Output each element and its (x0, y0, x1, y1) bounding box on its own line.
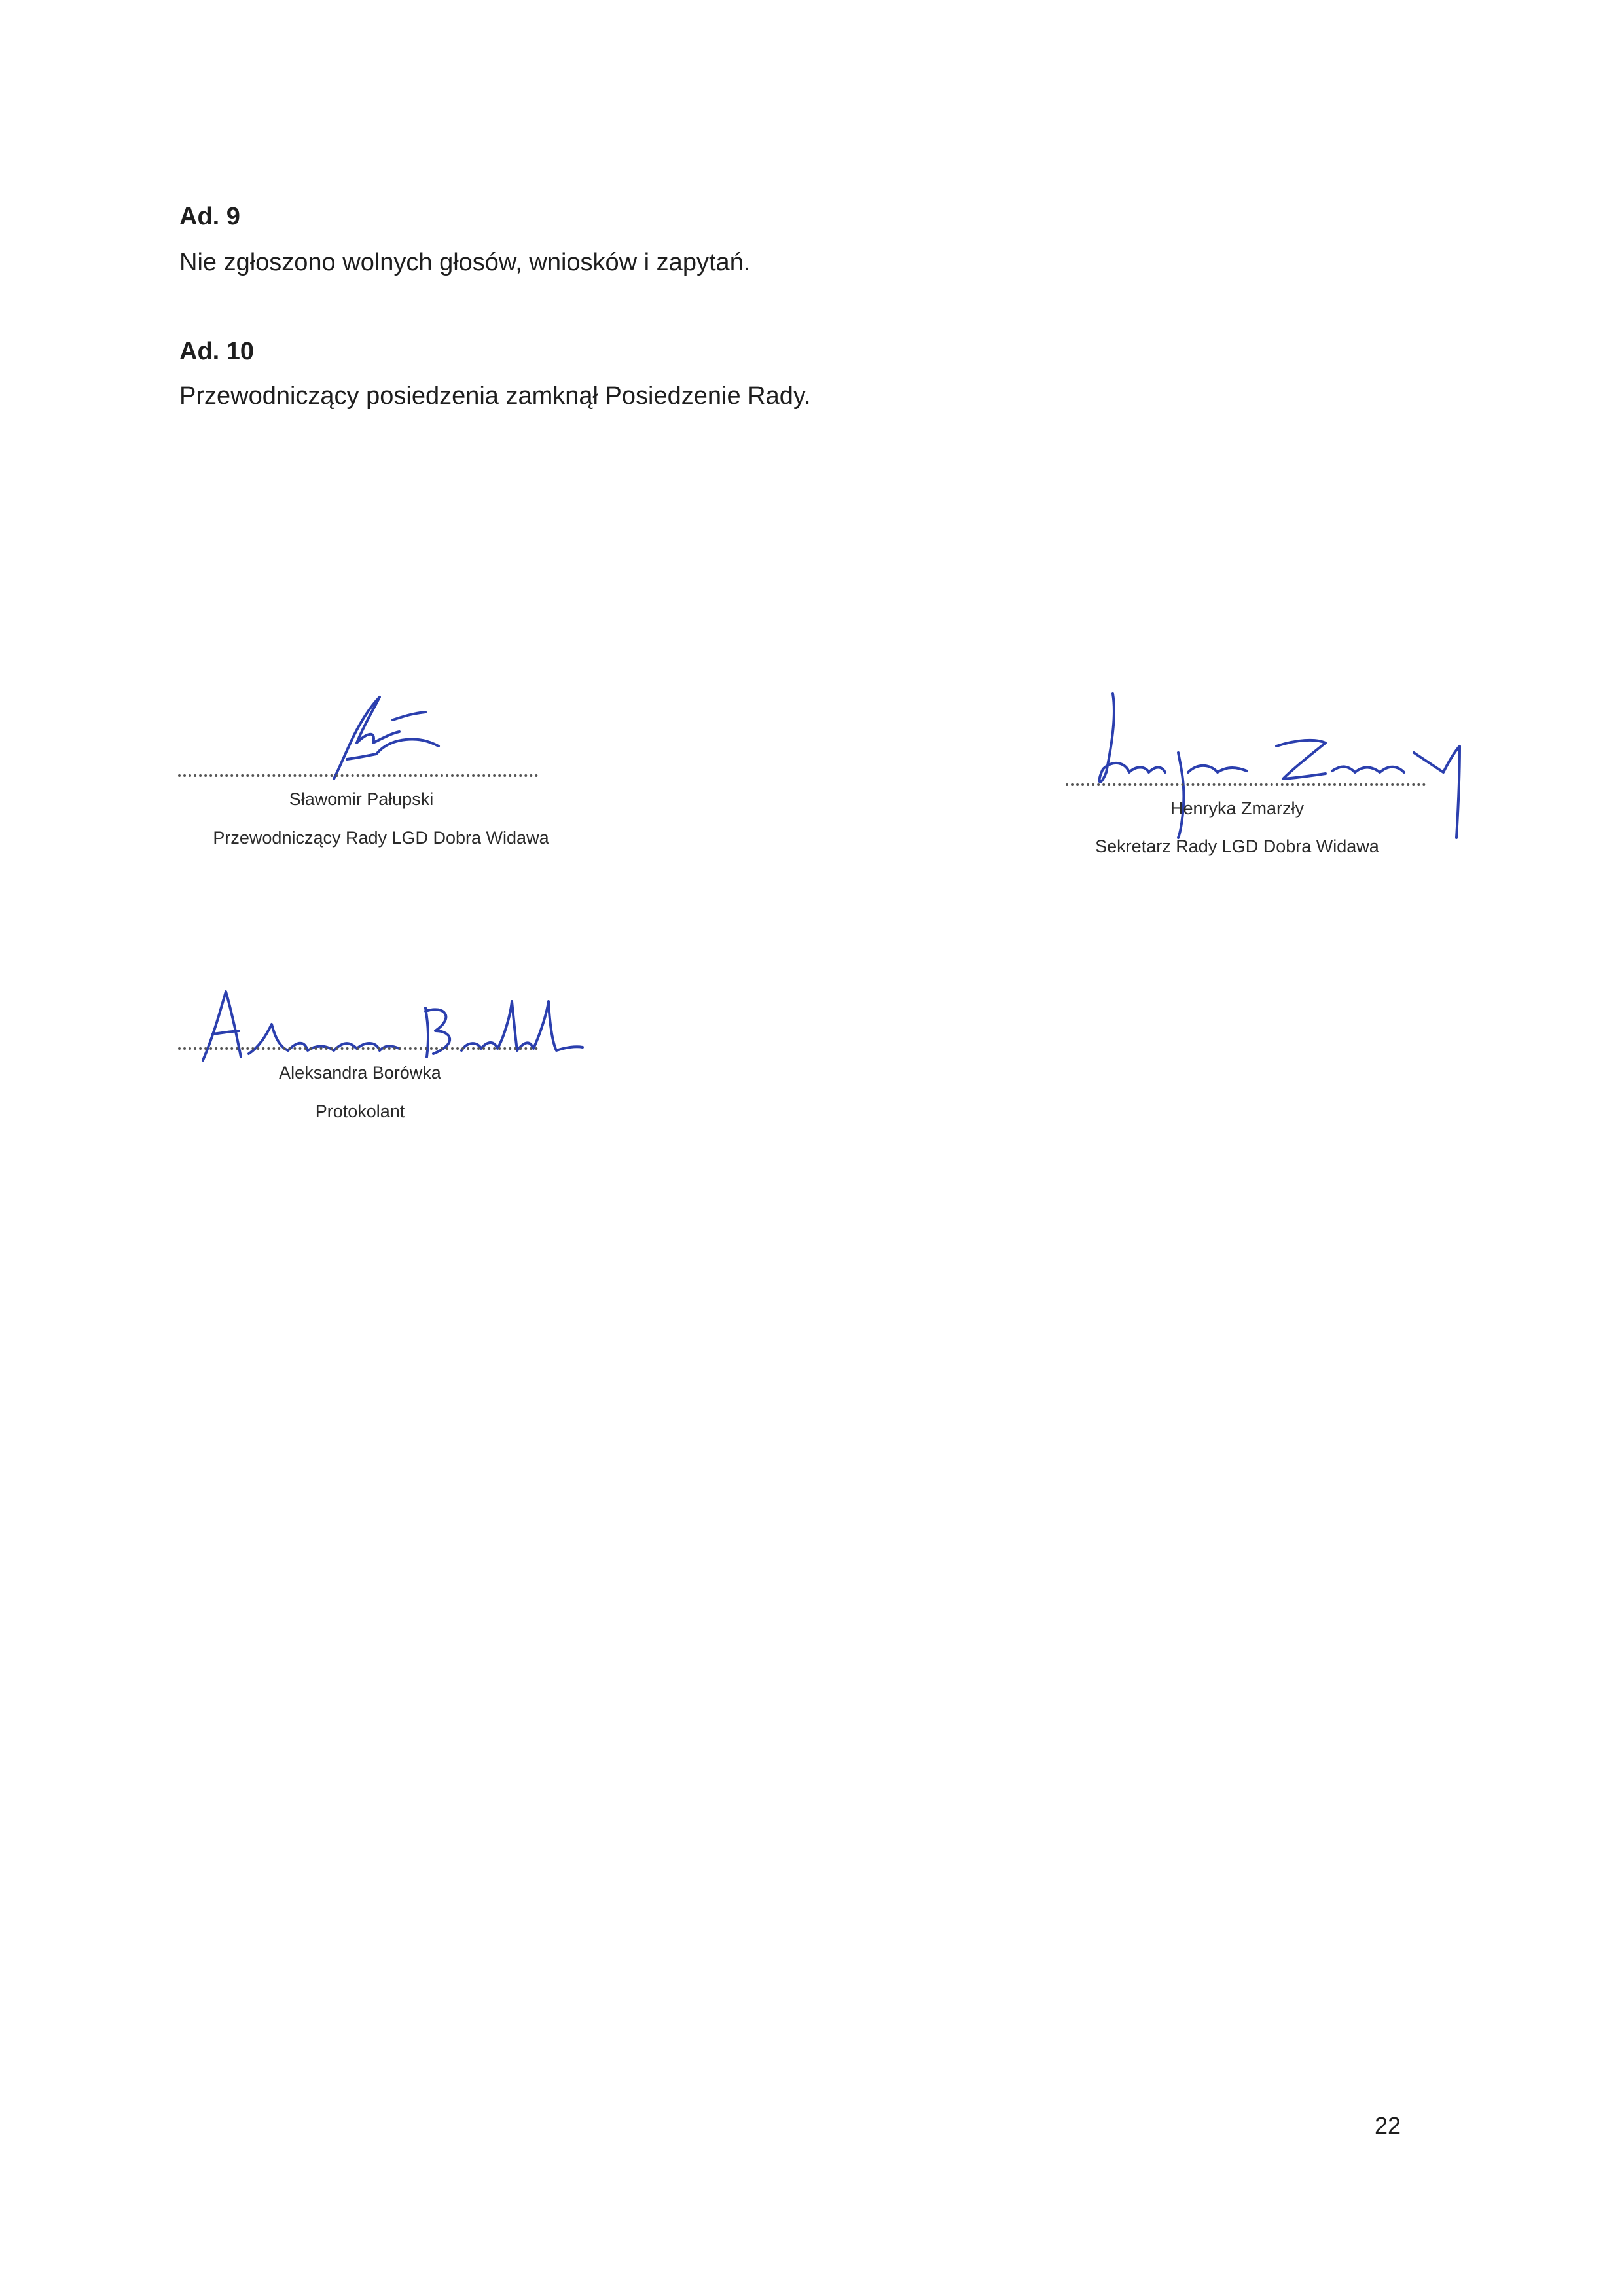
section-heading-ad-9: Ad. 9 (179, 203, 240, 230)
signature-line-secretary (1066, 783, 1426, 786)
page-number: 22 (1375, 2112, 1401, 2139)
signatory-name-secretary: Henryka Zmarzły (1170, 798, 1305, 818)
section-heading-ad-10: Ad. 10 (179, 338, 255, 365)
signatory-name-chair: Sławomir Pałupski (289, 789, 434, 809)
section-text-ad-9: Nie zgłoszono wolnych głosów, wniosków i zapytań. (179, 249, 751, 276)
section-text-ad-10: Przewodniczący posiedzenia zamknął Posiedzenie Rady. (179, 382, 811, 410)
signature-line-chair (178, 774, 538, 777)
signatory-role-chair: Przewodniczący Rady LGD Dobra Widawa (213, 828, 549, 848)
signature-line-recorder (178, 1047, 538, 1050)
signatory-role-secretary: Sekretarz Rady LGD Dobra Widawa (1095, 836, 1379, 856)
signatory-name-recorder: Aleksandra Borówka (279, 1063, 441, 1083)
signatory-role-recorder: Protokolant (315, 1102, 405, 1121)
handwritten-signature-recorder (190, 975, 596, 1067)
handwritten-signature-chair (295, 681, 465, 785)
handwritten-signature-secretary (1067, 674, 1473, 844)
